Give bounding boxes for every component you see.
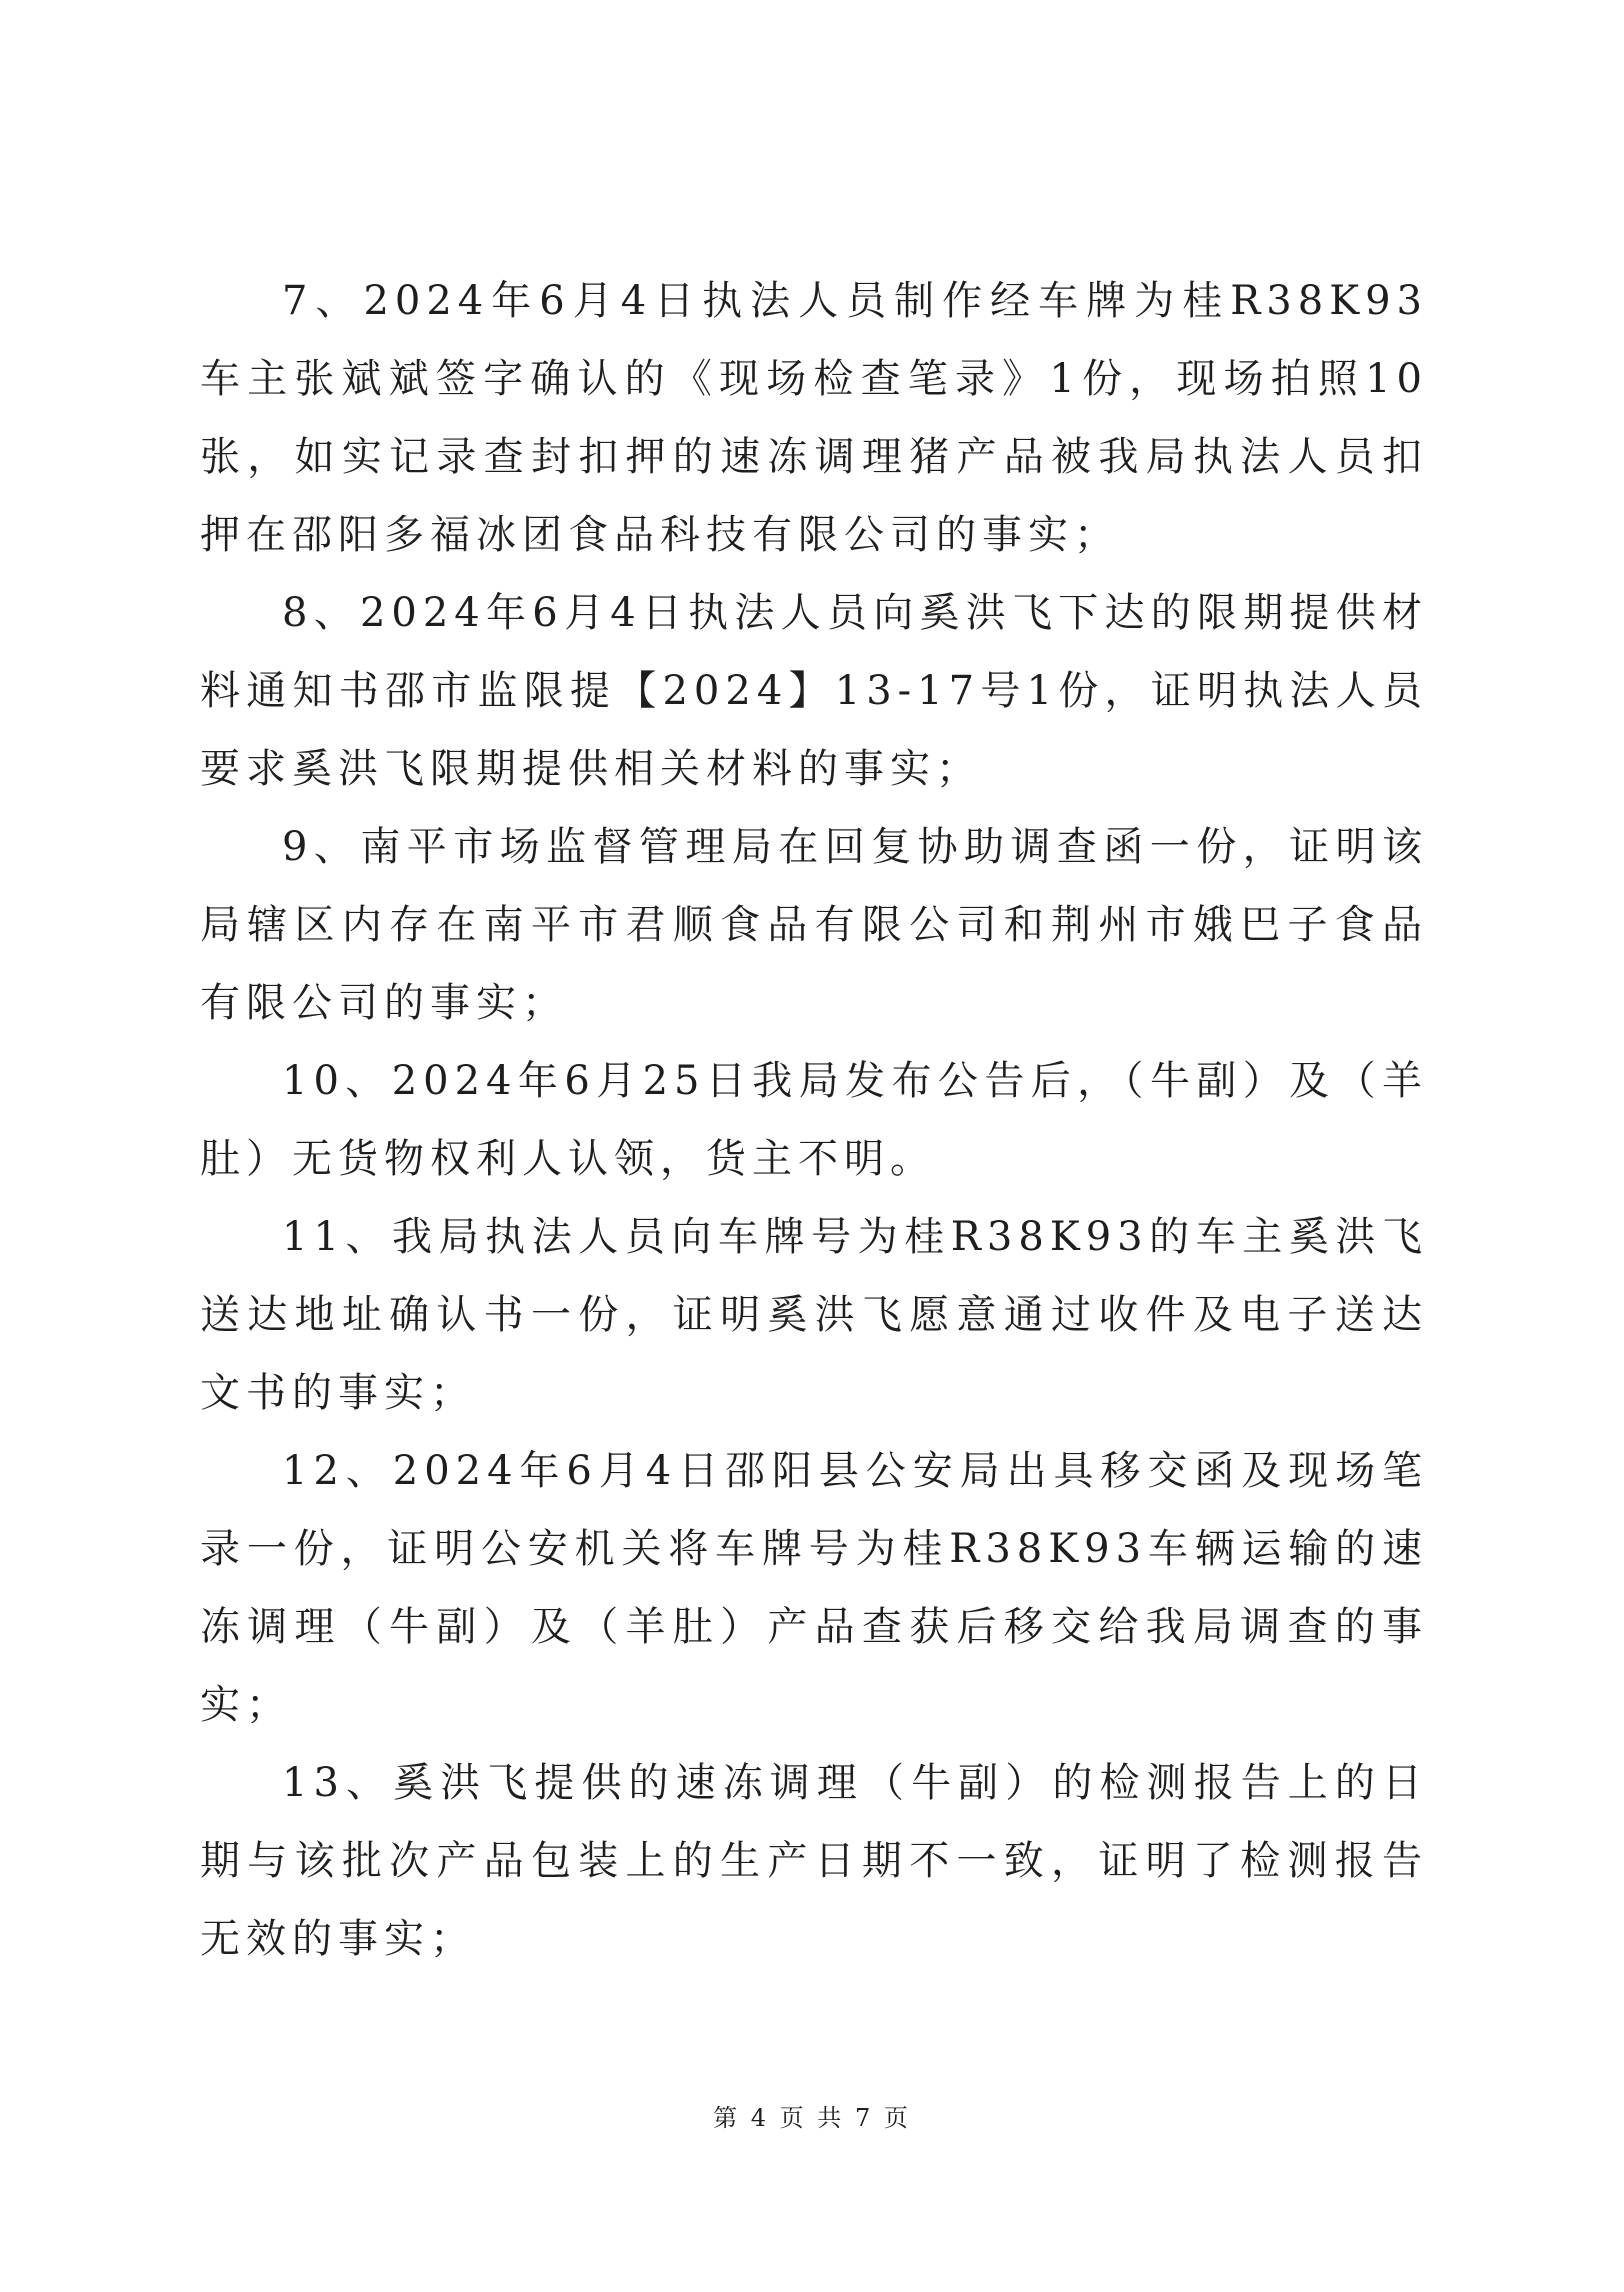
evidence-item-13: 13、奚洪飞提供的速冻调理（牛副）的检测报告上的日期与该批次产品包装上的生产日期不一致，证明了检测报告无效的事实； [200,1760,1428,1962]
evidence-item-11: 11、我局执法人员向车牌号为桂R38K93的车主奚洪飞送达地址确认书一份，证明奚洪飞愿意通过收件及电子送达文书的事实； [200,1214,1428,1416]
evidence-item-8: 8、2024年6月4日执法人员向奚洪飞下达的限期提供材料通知书邵市监限提【2024】13-17号1份，证明执法人员要求奚洪飞限期提供相关材料的事实； [200,590,1428,792]
evidence-item-9: 9、南平市场监督管理局在回复协助调查函一份，证明该局辖区内存在南平市君顺食品有限公司和荆州市娥巴子食品有限公司的事实； [200,824,1428,1026]
page-number-footer: 第 4 页 共 7 页 [713,2104,911,2132]
evidence-item-7: 7、2024年6月4日执法人员制作经车牌为桂R38K93车主张斌斌签字确认的《现场检查笔录》1份，现场拍照10张，如实记录查封扣押的速冻调理猪产品被我局执法人员扣押在邵阳多福冰团食品科技有限公司的事实； [200,278,1428,558]
document-body [200,262,1428,1978]
evidence-item-10: 10、2024年6月25日我局发布公告后，（牛副）及（羊肚）无货物权利人认领，货主不明。 [200,1058,1428,1182]
evidence-item-12: 12、2024年6月4日邵阳县公安局出具移交函及现场笔录一份，证明公安机关将车牌号为桂R38K93车辆运输的速冻调理（牛副）及（羊肚）产品查获后移交给我局调查的事实； [200,1448,1428,1728]
